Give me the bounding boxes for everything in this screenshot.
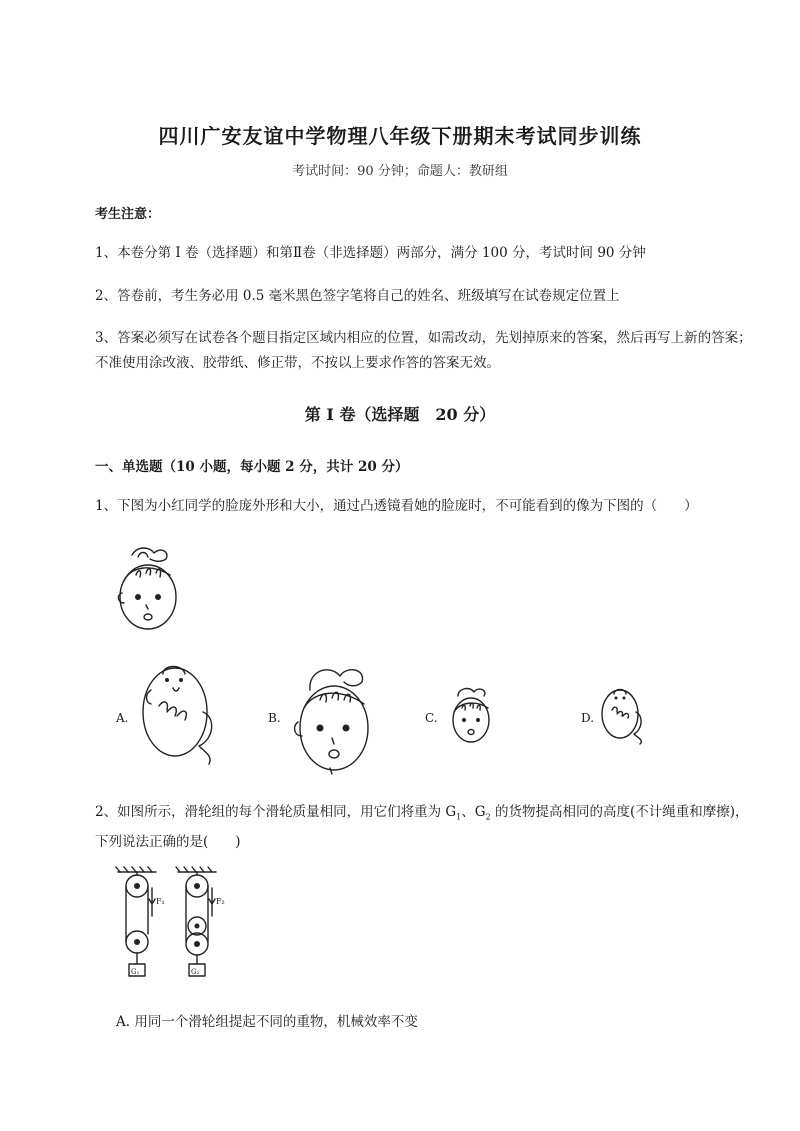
label-g2: G₂ (191, 968, 200, 976)
exam-info: 考试时间：90 分钟；命题人：教研组 (292, 164, 508, 179)
question-2-sep: 、G (461, 804, 486, 820)
option-b-image[interactable] (290, 660, 380, 775)
section-title: 第 I 卷（选择题 20 分） (304, 405, 496, 424)
option-d-image[interactable] (598, 686, 648, 746)
notice-item-1: 1、本卷分第 I 卷（选择题）和第Ⅱ卷（非选择题）两部分，满分 100 分，考试时间 90 分钟 (95, 245, 646, 261)
option-a-image[interactable] (133, 660, 228, 770)
label-g1: G₁ (131, 968, 140, 976)
question-2-text (95, 800, 755, 855)
option-d-label[interactable]: D. (581, 711, 595, 725)
question-2-sub2: 2 (485, 812, 491, 822)
question-2-text-part2: 的货物提高相同的高度(不计绳重和摩擦)，下列说法正确的是( ) (95, 804, 749, 850)
label-f2: F₂ (216, 897, 225, 906)
pulley-system-right (176, 867, 225, 976)
pulley-system-left (116, 867, 165, 976)
face-reference-image (110, 545, 190, 635)
notice-item-3: 3、答案必须写在试卷各个题目指定区域内相应的位置，如需改动，先划掉原来的答案，然后再写上新的答案；不准使用涂改液、胶带纸、修正带，不按以上要求作答的答案无效。 (95, 330, 752, 371)
question-2-option-a[interactable]: A. 用同一个滑轮组提起不同的重物，机械效率不变 (116, 1014, 418, 1030)
option-c-image[interactable] (446, 686, 496, 746)
label-f1: F₁ (156, 897, 165, 906)
option-c-label[interactable]: C. (425, 711, 438, 725)
option-a-label[interactable]: A. (116, 711, 129, 725)
question-2-text-part1: 2、如图所示，滑轮组的每个滑轮质量相同，用它们将重为 G (95, 804, 457, 820)
notice-heading: 考生注意： (95, 207, 161, 222)
page-title: 四川广安友谊中学物理八年级下册期末考试同步训练 (158, 124, 642, 148)
part-heading: 一、单选题（10 小题，每小题 2 分，共计 20 分） (95, 459, 409, 475)
pulley-figure (112, 864, 242, 989)
question-2-sub1: 1 (456, 812, 462, 822)
notice-item-2: 2、答卷前，考生务必用 0.5 毫米黑色签字笔将自己的姓名、班级填写在试卷规定位置上 (95, 288, 620, 304)
option-b-label[interactable]: B. (268, 711, 281, 725)
question-1-text: 1、下图为小红同学的脸庞外形和大小，通过凸透镜看她的脸庞时，不可能看到的像为下图的（ ） (95, 498, 698, 514)
